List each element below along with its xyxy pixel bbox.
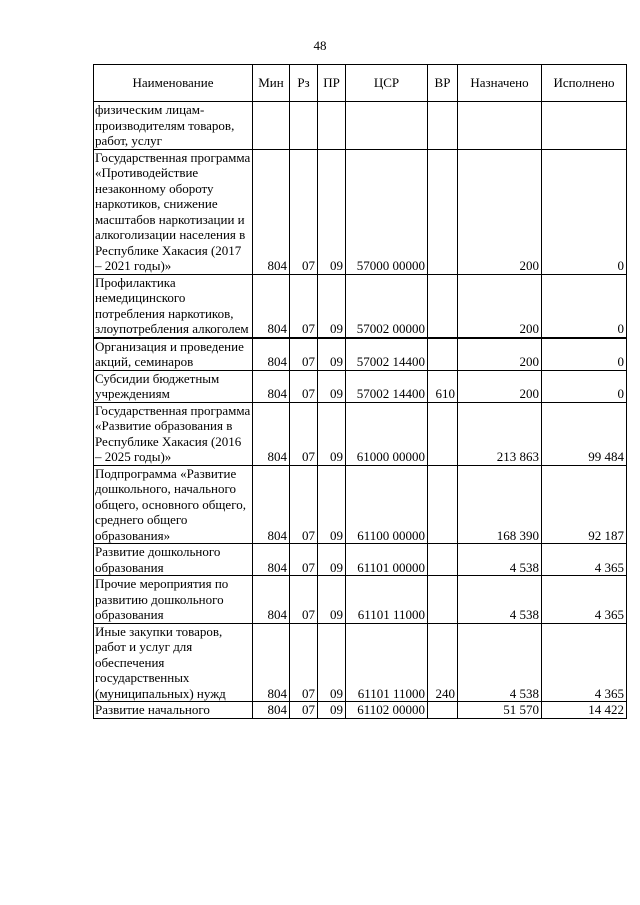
row-csr: 61101 11000 — [346, 623, 428, 702]
row-min: 804 — [253, 465, 290, 544]
row-min: 804 — [253, 702, 290, 719]
row-name: Подпрограмма «Развитие дошкольного, начального общего, основного общего, среднего общего образования» — [94, 465, 253, 544]
row-done: 4 365 — [542, 576, 627, 624]
row-pr: 09 — [318, 576, 346, 624]
row-pr: 09 — [318, 544, 346, 576]
row-pr: 09 — [318, 338, 346, 371]
row-assigned: 200 — [458, 274, 542, 338]
row-rz: 07 — [290, 338, 318, 371]
row-rz: 07 — [290, 702, 318, 719]
table-row — [94, 370, 627, 402]
row-vr: 240 — [428, 623, 458, 702]
row-csr: 61102 00000 — [346, 702, 428, 719]
row-pr: 09 — [318, 149, 346, 274]
row-vr — [428, 465, 458, 544]
row-rz: 07 — [290, 544, 318, 576]
row-csr: 57002 14400 — [346, 338, 428, 371]
row-pr: 09 — [318, 702, 346, 719]
table-row — [94, 465, 627, 544]
row-done: 0 — [542, 274, 627, 338]
row-done: 0 — [542, 370, 627, 402]
row-vr — [428, 274, 458, 338]
row-rz: 07 — [290, 576, 318, 624]
row-csr: 61100 00000 — [346, 465, 428, 544]
column-header: Назначено — [458, 65, 542, 102]
table-row — [94, 544, 627, 576]
row-done: 99 484 — [542, 402, 627, 465]
row-name: Профилактика немедицинского потребления наркотиков, злоупотребления алкоголем — [94, 274, 253, 338]
row-csr: 57002 00000 — [346, 274, 428, 338]
table-row — [94, 102, 627, 150]
row-vr — [428, 338, 458, 371]
row-done: 0 — [542, 338, 627, 371]
row-assigned: 4 538 — [458, 544, 542, 576]
row-rz: 07 — [290, 149, 318, 274]
table-row — [94, 623, 627, 702]
table-row — [94, 402, 627, 465]
row-name: Прочие мероприятия по развитию дошкольного образования — [94, 576, 253, 624]
row-assigned: 51 570 — [458, 702, 542, 719]
row-assigned: 200 — [458, 338, 542, 371]
row-name: Государственная программа «Развитие образования в Республике Хакасия (2016 – 2025 годы)» — [94, 402, 253, 465]
table-row — [94, 274, 627, 338]
table-row — [94, 338, 627, 371]
row-min: 804 — [253, 623, 290, 702]
column-header: Мин — [253, 65, 290, 102]
row-min: 804 — [253, 149, 290, 274]
row-done: 4 365 — [542, 544, 627, 576]
row-vr — [428, 402, 458, 465]
row-pr: 09 — [318, 623, 346, 702]
row-done: 4 365 — [542, 623, 627, 702]
row-pr — [318, 102, 346, 150]
row-done: 0 — [542, 149, 627, 274]
row-assigned: 4 538 — [458, 623, 542, 702]
row-csr — [346, 102, 428, 150]
row-name: Субсидии бюджетным учреждениям — [94, 370, 253, 402]
row-rz: 07 — [290, 274, 318, 338]
row-rz: 07 — [290, 402, 318, 465]
row-pr: 09 — [318, 370, 346, 402]
row-min: 804 — [253, 576, 290, 624]
table-row — [94, 702, 627, 719]
row-csr: 57000 00000 — [346, 149, 428, 274]
table-header-row — [94, 65, 627, 102]
row-done: 92 187 — [542, 465, 627, 544]
row-name: Государственная программа «Противодействие незаконному обороту наркотиков, снижение масштабов наркотизации и алкоголизации населения в Республике Хакасия (2017 – 2021 годы)» — [94, 149, 253, 274]
row-min: 804 — [253, 338, 290, 371]
column-header: Исполнено — [542, 65, 627, 102]
row-assigned: 4 538 — [458, 576, 542, 624]
row-vr — [428, 544, 458, 576]
column-header: Рз — [290, 65, 318, 102]
row-rz: 07 — [290, 623, 318, 702]
row-rz — [290, 102, 318, 150]
row-csr: 61000 00000 — [346, 402, 428, 465]
row-min: 804 — [253, 402, 290, 465]
row-rz: 07 — [290, 370, 318, 402]
row-min: 804 — [253, 544, 290, 576]
row-csr: 57002 14400 — [346, 370, 428, 402]
row-assigned: 213 863 — [458, 402, 542, 465]
row-vr — [428, 149, 458, 274]
row-csr: 61101 00000 — [346, 544, 428, 576]
row-done — [542, 102, 627, 150]
row-min — [253, 102, 290, 150]
row-csr: 61101 11000 — [346, 576, 428, 624]
row-assigned: 168 390 — [458, 465, 542, 544]
row-rz: 07 — [290, 465, 318, 544]
row-pr: 09 — [318, 274, 346, 338]
row-vr — [428, 576, 458, 624]
table-row — [94, 576, 627, 624]
row-name: Развитие начального — [94, 702, 253, 719]
row-vr — [428, 702, 458, 719]
row-min: 804 — [253, 274, 290, 338]
column-header: ЦСР — [346, 65, 428, 102]
column-header: Наименование — [94, 65, 253, 102]
table-row — [94, 149, 627, 274]
column-header: ВР — [428, 65, 458, 102]
row-pr: 09 — [318, 402, 346, 465]
row-pr: 09 — [318, 465, 346, 544]
row-min: 804 — [253, 370, 290, 402]
row-vr — [428, 102, 458, 150]
page-number: 48 — [313, 38, 327, 53]
row-name: Иные закупки товаров, работ и услуг для обеспечения государственных (муниципальных) нужд — [94, 623, 253, 702]
row-name: Развитие дошкольного образования — [94, 544, 253, 576]
row-done: 14 422 — [542, 702, 627, 719]
row-assigned — [458, 102, 542, 150]
budget-table — [93, 64, 627, 719]
row-assigned: 200 — [458, 149, 542, 274]
row-vr: 610 — [428, 370, 458, 402]
row-name: физическим лицам-производителям товаров, работ, услуг — [94, 102, 253, 150]
row-name: Организация и проведение акций, семинаров — [94, 338, 253, 371]
column-header: ПР — [318, 65, 346, 102]
row-assigned: 200 — [458, 370, 542, 402]
